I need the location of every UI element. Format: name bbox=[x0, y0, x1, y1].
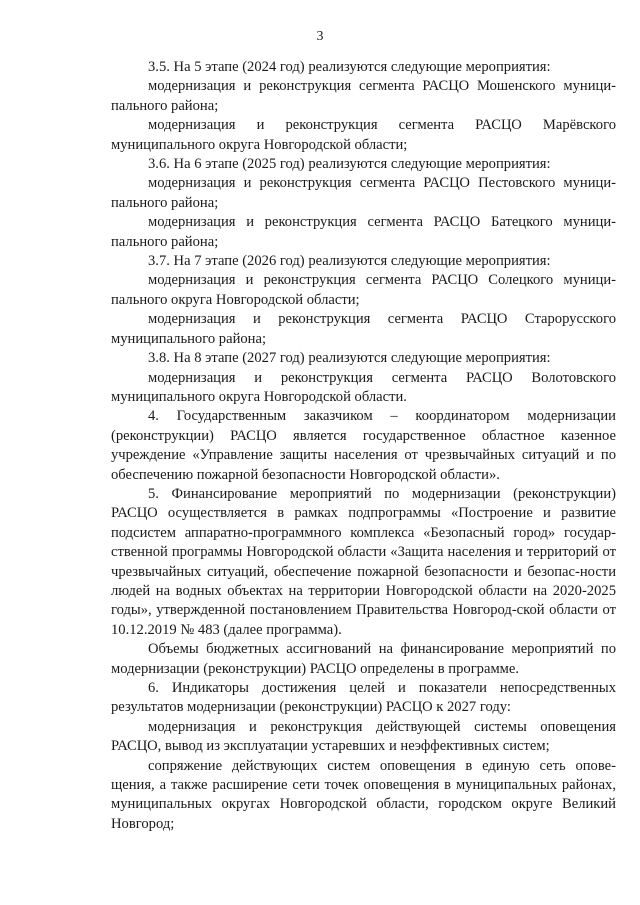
paragraph: Объемы бюджетных ассигнований на финансирование мероприятий по модернизации (реконструкции) РАСЦО определены в программе. bbox=[111, 641, 616, 677]
paragraph: 6. Индикаторы достижения целей и показатели непосредственных результатов модернизации (реконструкции) РАСЦО к 2027 году: bbox=[111, 680, 616, 716]
paragraph: 4. Государственным заказчиком – координатором модернизации (реконструкции) РАСЦО является государственное областное казенное учреждение «Управление защиты населения от чрезвычайных ситуаций и по обеспечению пожарной безопасности Новгородской области». bbox=[111, 408, 616, 483]
page-number: 3 bbox=[316, 29, 324, 44]
paragraph: 3.6. На 6 этапе (2025 год) реализуются следующие мероприятия: bbox=[148, 156, 551, 173]
paragraph: 3.7. На 7 этапе (2026 год) реализуются следующие мероприятия: bbox=[148, 253, 551, 270]
document-body bbox=[111, 58, 616, 834]
paragraph: 3.8. На 8 этапе (2027 год) реализуются следующие мероприятия: bbox=[148, 350, 551, 367]
paragraph: 3.5. На 5 этапе (2024 год) реализуются следующие мероприятия: bbox=[148, 59, 551, 75]
paragraph: сопряжение действующих систем оповещения в единую сеть опове-щения, а также расширение сети точек оповещения в муниципальных районах, муниципальных округах Новгородской области, городском округе Великий Новгород; bbox=[111, 757, 616, 832]
paragraph: модернизация и реконструкция сегмента РАСЦО Мошенского муници-пального района; bbox=[111, 78, 616, 114]
paragraph: модернизация и реконструкция сегмента РАСЦО Волотовского муниципального округа Новгородской области. bbox=[111, 369, 616, 405]
paragraph: модернизация и реконструкция сегмента РАСЦО Солецкого муници-пального округа Новгородской области; bbox=[111, 272, 616, 308]
paragraph: модернизация и реконструкция сегмента РАСЦО Пестовского муници-пального района; bbox=[111, 175, 616, 211]
paragraph: 5. Финансирование мероприятий по модернизации (реконструкции) РАСЦО осуществляется в рамках подпрограммы «Построение и развитие подсистем аппаратно-программного комплекса «Безопасный город» государ-ственной программы Новгородской области «Защита населения и территорий от чрезвычайных ситуаций, обеспечение пожарной безопасности и безопас-ности людей на водных объектах на территории Новгородской области на 2020-2025 годы», утвержденной постановлением Правительства Новгород-ской области от 10.12.2019 № 483 (далее программа). bbox=[111, 485, 616, 638]
paragraph: модернизация и реконструкция сегмента РАСЦО Батецкого муници-пального района; bbox=[111, 214, 616, 250]
paragraph: модернизация и реконструкция сегмента РАСЦО Старорусского муниципального района; bbox=[111, 311, 616, 347]
paragraph: модернизация и реконструкция действующей системы оповещения РАСЦО, вывод из эксплуатации устаревших и неэффективных систем; bbox=[111, 718, 616, 755]
paragraph: модернизация и реконструкция сегмента РАСЦО Марёвского муниципального округа Новгородской области; bbox=[111, 117, 616, 153]
